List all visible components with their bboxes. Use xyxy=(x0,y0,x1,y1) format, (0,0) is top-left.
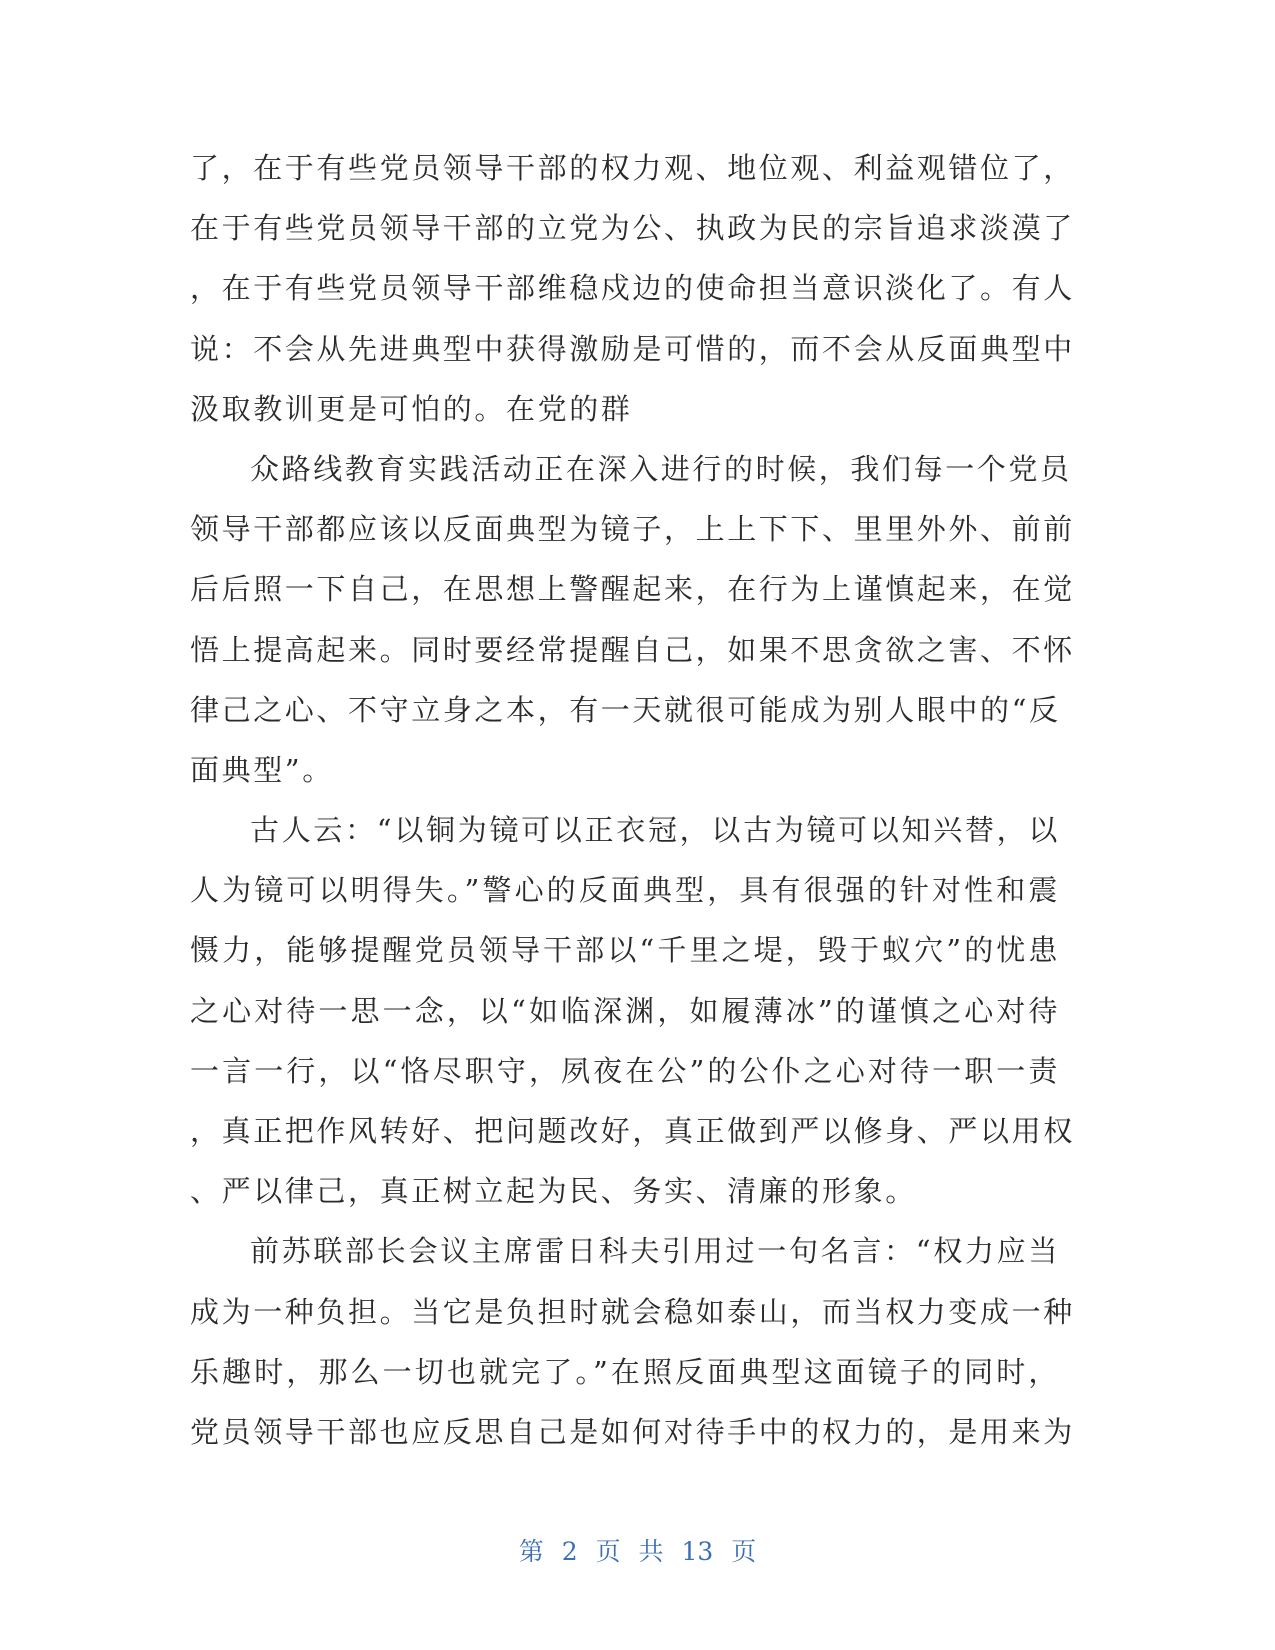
text-line: 慑力，能够提醒党员领导干部以“千里之堤，毁于蚁穴”的忧患 xyxy=(190,933,1060,968)
text-line: 在于有些党员领导干部的立党为公、执政为民的宗旨追求淡漠了 xyxy=(190,211,1075,246)
paragraph-4 xyxy=(190,1221,1075,1462)
text-line: 前苏联部长会议主席雷日科夫引用过一句名言：“权力应当 xyxy=(250,1234,1060,1269)
text-line: 人为镜可以明得失。”警心的反面典型，具有很强的针对性和震 xyxy=(190,873,1060,908)
text-line: 悟上提高起来。同时要经常提醒自己，如果不思贪欲之害、不怀 xyxy=(190,632,1075,667)
text-line: 了，在于有些党员领导干部的权力观、地位观、利益观错位了， xyxy=(190,151,1075,185)
text-line: 一言一行，以“恪尽职守，夙夜在公”的公仆之心对待一职一责 xyxy=(190,1053,1060,1088)
text-line: 领导干部都应该以反面典型为镜子，上上下下、里里外外、前前 xyxy=(190,512,1075,547)
page-number-footer: 第 2 页 共 13 页 xyxy=(518,1537,757,1566)
document-body xyxy=(190,138,1075,1462)
text-line: 律己之心、不守立身之本，有一天就很可能成为别人眼中的“反 xyxy=(190,692,1061,727)
text-line: 面典型”。 xyxy=(190,752,334,787)
paragraph-1 xyxy=(190,138,1075,439)
text-line: 成为一种负担。当它是负担时就会稳如泰山，而当权力变成一种 xyxy=(190,1294,1075,1329)
paragraph-3 xyxy=(190,800,1075,1221)
text-line: 乐趣时，那么一切也就完了。”在照反面典型这面镜子的同时， xyxy=(190,1354,1060,1389)
text-line: ，真正把作风转好、把问题改好，真正做到严以修身、严以用权 xyxy=(190,1114,1075,1148)
text-line: 、严以律己，真正树立起为民、务实、清廉的形象。 xyxy=(190,1174,917,1209)
text-line: 之心对待一思一念，以“如临深渊，如履薄冰”的谨慎之心对待 xyxy=(190,993,1060,1028)
paragraph-2 xyxy=(190,439,1075,800)
text-line: ，在于有些党员领导干部维稳戍边的使命担当意识淡化了。有人 xyxy=(190,271,1075,306)
text-line: 说：不会从先进典型中获得激励是可惜的，而不会从反面典型中 xyxy=(190,331,1075,366)
text-line: 党员领导干部也应反思自己是如何对待手中的权力的，是用来为 xyxy=(190,1414,1075,1449)
text-line: 众路线教育实践活动正在深入进行的时候，我们每一个党员 xyxy=(250,451,1072,486)
text-line: 后后照一下自己，在思想上警醒起来，在行为上谨慎起来，在觉 xyxy=(190,572,1075,607)
text-line: 汲取教训更是可怕的。在党的群 xyxy=(190,391,633,426)
text-line: 古人云：“以铜为镜可以正衣冠，以古为镜可以知兴替，以 xyxy=(250,813,1060,848)
